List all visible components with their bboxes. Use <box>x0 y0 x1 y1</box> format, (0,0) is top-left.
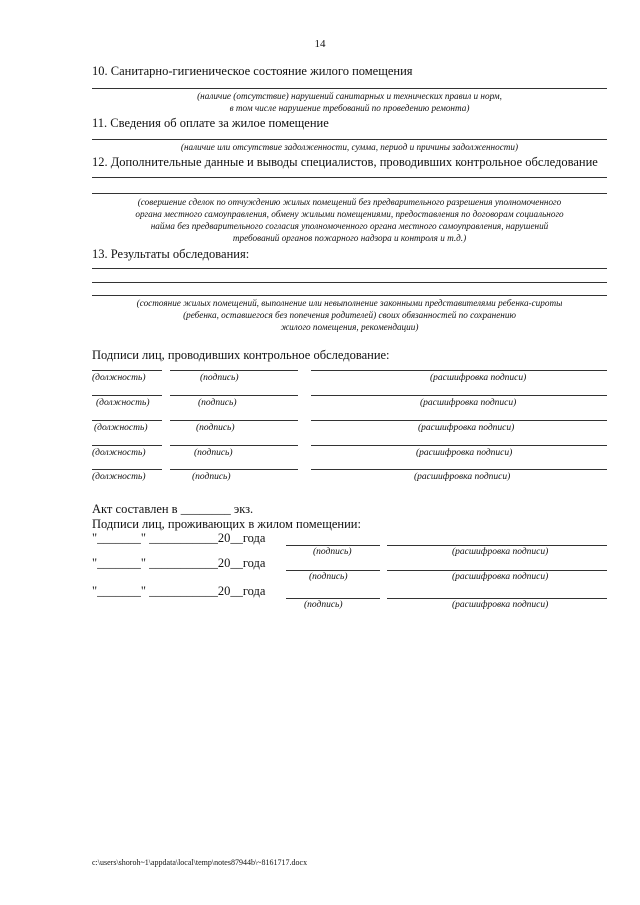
position-label-5: (должность) <box>92 472 146 482</box>
resident-decoding-label-1: (расшифровка подписи) <box>452 547 549 557</box>
signature-line-1[interactable] <box>170 370 298 371</box>
section-10-title: 10. Санитарно-гигиеническое состояние жилого помещения <box>92 64 413 78</box>
section-12-hint: (совершение сделок по отчуждению жилых помещений без предварительного разрешения уполномоченного органа местного самоуправления, обмену жилыми помещениями, предоставления по договорам социального найма без предварительного согласия уполномоченного органа местного самоуправления, нарушений требований органов пожарного надзора и контроля и т.д.) <box>135 197 564 243</box>
section-13-line-1[interactable] <box>92 268 607 269</box>
footer-file-path: c:\users\shoroh~1\appdata\local\temp\notes87944b\~8161717.docx <box>92 858 308 867</box>
position-line-4[interactable] <box>92 445 162 446</box>
inspectors-title: Подписи лиц, проводивших контрольное обследование: <box>92 348 390 362</box>
resident-signature-line-3[interactable] <box>286 598 380 599</box>
resident-decoding-label-2: (расшифровка подписи) <box>452 572 549 582</box>
decoding-label-5: (расшифровка подписи) <box>414 472 511 482</box>
section-11-title: 11. Сведения об оплате за жилое помещение <box>92 116 329 130</box>
resident-decoding-label-3: (расшифровка подписи) <box>452 600 549 610</box>
section-13-line-2[interactable] <box>92 282 607 283</box>
resident-signature-label-1: (подпись) <box>313 547 352 557</box>
resident-decoding-line-3[interactable] <box>387 598 607 599</box>
resident-date-1[interactable]: "_______" ___________20__года <box>92 531 266 545</box>
decoding-label-3: (расшифровка подписи) <box>418 423 515 433</box>
section-11-hint: (наличие или отсутствие задолженности, сумма, период и причины задолженности) <box>180 142 519 152</box>
resident-signature-label-2: (подпись) <box>309 572 348 582</box>
section-10-hint: (наличие (отсутствие) нарушений санитарных и технических правил и норм, в том числе нарушение требований по проведению ремонта) <box>197 91 502 113</box>
position-line-5[interactable] <box>92 469 162 470</box>
decoding-line-1[interactable] <box>311 370 607 371</box>
position-line-1[interactable] <box>92 370 162 371</box>
section-13-hint: (состояние жилых помещений, выполнение или невыполнение законными представителями ребенка-сироты (ребенка, оставшегося без попечения родителей) своих обязанностей по сохранению жилого помещения, рекомендации) <box>136 298 563 332</box>
position-label-2: (должность) <box>96 398 150 408</box>
position-label-1: (должность) <box>92 373 146 383</box>
resident-decoding-line-1[interactable] <box>387 545 607 546</box>
signature-line-5[interactable] <box>170 469 298 470</box>
signature-label-3: (подпись) <box>196 423 235 433</box>
position-label-4: (должность) <box>92 448 146 458</box>
section-11-line[interactable] <box>92 139 607 140</box>
decoding-line-2[interactable] <box>311 395 607 396</box>
section-12-title: 12. Дополнительные данные и выводы специалистов, проводивших контрольное обследование <box>92 155 598 169</box>
resident-date-2[interactable]: "_______" ___________20__года <box>92 556 266 570</box>
section-10-line[interactable] <box>92 88 607 89</box>
signature-line-3[interactable] <box>170 420 298 421</box>
signature-label-4: (подпись) <box>194 448 233 458</box>
page-number: 14 <box>314 38 326 50</box>
signature-line-4[interactable] <box>170 445 298 446</box>
resident-signature-label-3: (подпись) <box>304 600 343 610</box>
signature-line-2[interactable] <box>170 395 298 396</box>
decoding-line-5[interactable] <box>311 469 607 470</box>
section-13-title: 13. Результаты обследования: <box>92 247 250 261</box>
decoding-label-2: (расшифровка подписи) <box>420 398 517 408</box>
resident-signature-line-2[interactable] <box>286 570 380 571</box>
residents-title: Подписи лиц, проживающих в жилом помещении: <box>92 517 361 531</box>
decoding-line-3[interactable] <box>311 420 607 421</box>
decoding-line-4[interactable] <box>311 445 607 446</box>
position-line-2[interactable] <box>92 395 162 396</box>
position-line-3[interactable] <box>92 420 162 421</box>
act-copies-line: Акт составлен в ________ экз. <box>92 502 254 516</box>
signature-label-2: (подпись) <box>198 398 237 408</box>
section-12-line-2[interactable] <box>92 193 607 194</box>
signature-label-5: (подпись) <box>192 472 231 482</box>
signature-label-1: (подпись) <box>200 373 239 383</box>
resident-decoding-line-2[interactable] <box>387 570 607 571</box>
section-13-line-3[interactable] <box>92 295 607 296</box>
decoding-label-4: (расшифровка подписи) <box>416 448 513 458</box>
resident-signature-line-1[interactable] <box>286 545 380 546</box>
decoding-label-1: (расшифровка подписи) <box>430 373 527 383</box>
resident-date-3[interactable]: "_______" ___________20__года <box>92 584 266 598</box>
copies-count-field[interactable]: ________ <box>180 502 231 516</box>
section-12-line-1[interactable] <box>92 177 607 178</box>
position-label-3: (должность) <box>94 423 148 433</box>
